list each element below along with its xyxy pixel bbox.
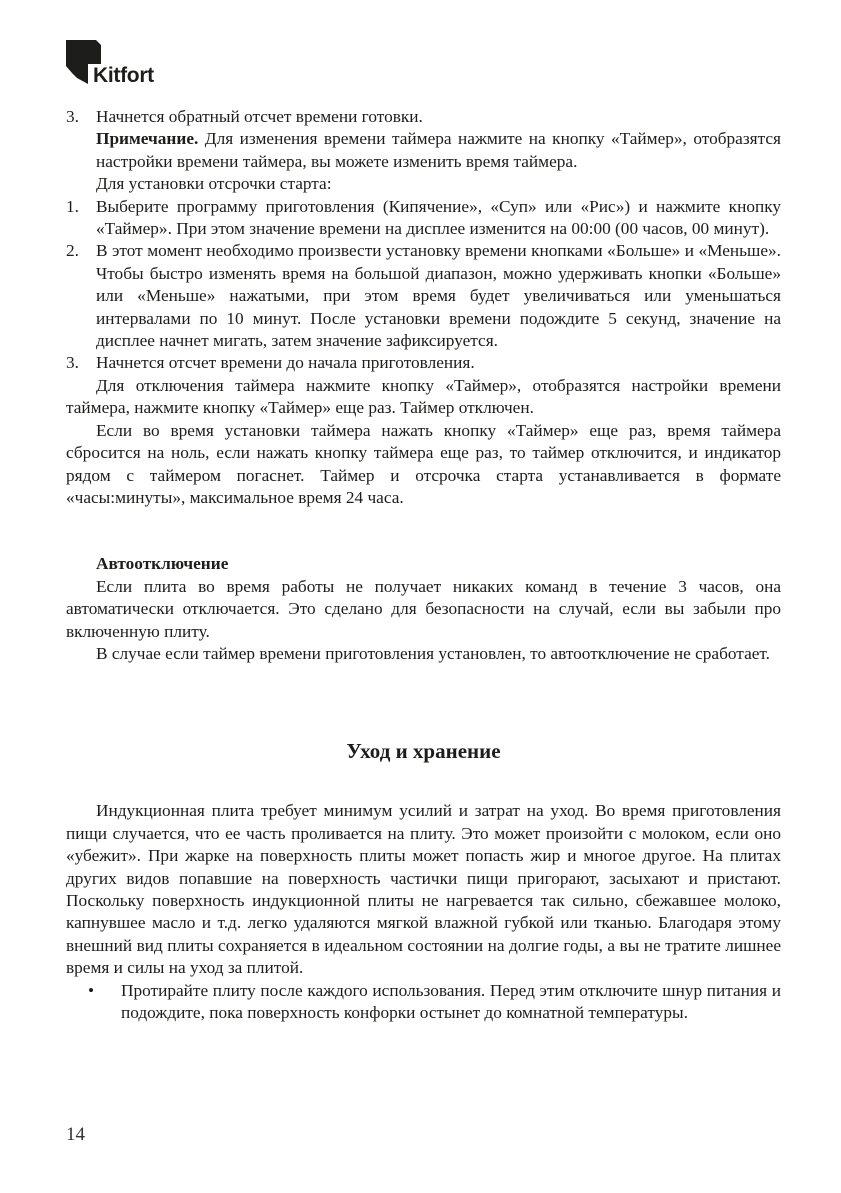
list-number: 2. xyxy=(66,241,79,261)
note-text: Для изменения времени таймера нажмите на кнопку «Таймер», отобразятся настройки времени таймера, вы можете изменить время таймера. xyxy=(96,129,781,171)
bullet-text: Протирайте плиту после каждого использования. Перед этим отключите шнур питания и подождите, пока поверхность конфорки остынет до комнатной температуры. xyxy=(121,980,781,1022)
note-label: Примечание. xyxy=(96,129,199,149)
delay-intro: Для установки отсрочки старта: xyxy=(96,174,332,194)
list-item xyxy=(66,240,781,352)
list-text: Выберите программу приготовления (Кипячение», «Суп» или «Рис») и нажмите кнопку «Таймер». При этом значение времени на дисплее изменится на 00:00 (00 часов, 00 минут). xyxy=(96,196,781,239)
note-paragraph xyxy=(66,128,781,173)
list-item xyxy=(66,106,781,128)
care-section-title: Уход и хранение xyxy=(346,739,501,764)
timer-off-paragraph: Для отключения таймера нажмите кнопку «Таймер», отобразятся настройки времени таймера, нажмите кнопку «Таймер» еще раз. Таймер отключен. xyxy=(66,375,781,418)
list-text: В этот момент необходимо произвести установку времени кнопками «Больше» и «Меньше». Чтобы быстро изменять время на большой диапазон, можно удерживать кнопки «Больше» или «Меньше» нажатыми, при этом время будет увеличиваться или уменьшаться интервалами по 10 минут. После установки времени подождите 5 секунд, значение на дисплее начнет мигать, затем значение зафиксируется. xyxy=(96,241,781,351)
timer-reset-paragraph: Если во время установки таймера нажать кнопку «Таймер» еще раз, время таймера сбросится на ноль, если нажать кнопку таймера еще раз, то таймер отключится, и индикатор рядом с таймером погаснет. Таймер и отсрочка старта устанавливается в формате «часы:минуты», максимальное время 24 часа. xyxy=(66,420,781,507)
list-number: 3. xyxy=(66,353,79,373)
list-item xyxy=(66,352,781,374)
auto-off-paragraph: В случае если таймер времени приготовления установлен, то автоотключение не сработает. xyxy=(96,643,770,663)
page-number: 14 xyxy=(66,1124,85,1145)
page-content xyxy=(66,106,781,1024)
brand-name: Kitfort xyxy=(93,64,154,87)
auto-off-title: Автоотключение xyxy=(96,554,229,574)
auto-off-paragraph: Если плита во время работы не получает никаких команд в течение 3 часов, она автоматически отключается. Это сделано для безопасности на случай, если вы забыли про включенную плиту. xyxy=(66,576,781,641)
list-number: 1. xyxy=(66,196,79,216)
list-item xyxy=(66,196,781,241)
bullet-item xyxy=(66,980,781,1025)
brand-logo xyxy=(66,40,166,88)
list-text: Начнется обратный отсчет времени готовки. xyxy=(96,107,423,126)
care-paragraph: Индукционная плита требует минимум усилий и затрат на уход. Во время приготовления пищи случается, что ее часть проливается на плиту. Это может произойти с молоком, если оно «убежит». При жарке на поверхность плиты может попасть жир и многое другое. На плитах других видов попавшие на поверхность частички пищи пригорают, засыхают и пристают. Поскольку поверхность индукционной плиты не нагревается так сильно, сбежавшее молоко, капнувшее масло и т.д. легко удаляются мягкой влажной губкой или тканью. Благодаря этому внешний вид плиты сохраняется в идеальном состоянии на долгие годы, а вы не тратите лишнее время и силы на уход за плитой. xyxy=(66,801,781,978)
bullet-icon: • xyxy=(88,980,95,1000)
list-number: 3. xyxy=(66,107,79,126)
list-text: Начнется отсчет времени до начала приготовления. xyxy=(96,353,475,373)
